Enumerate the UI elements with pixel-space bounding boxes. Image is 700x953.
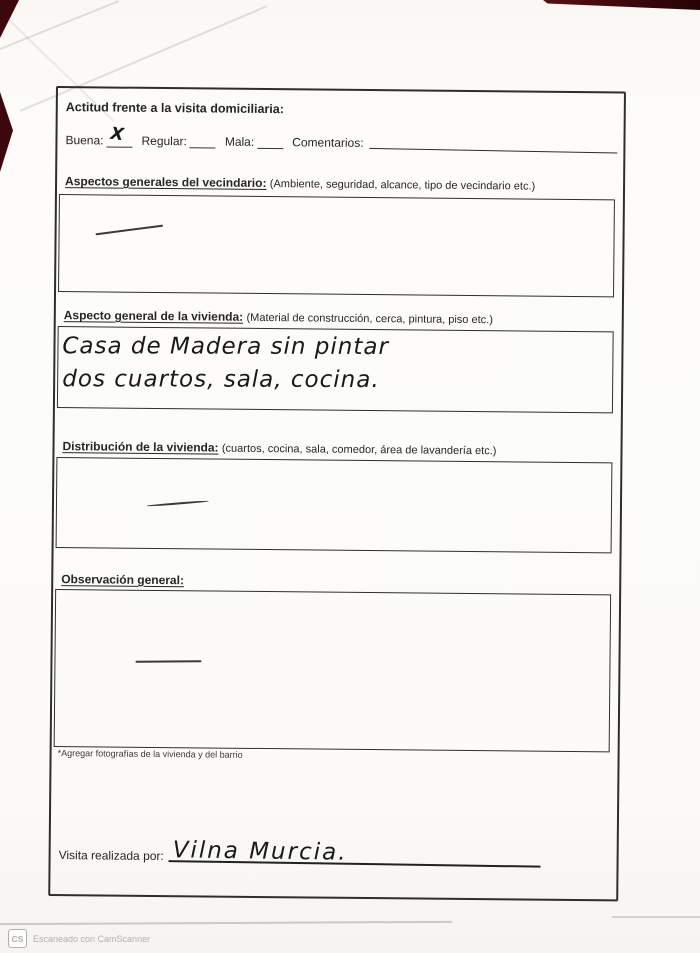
backdrop-edge-left: [0, 92, 13, 172]
option-blank-mala: [257, 134, 283, 149]
camscanner-watermark: [8, 929, 150, 948]
comments-label: Comentarios:: [292, 135, 364, 150]
section-hint: (cuartos, cocina, sala, comedor, área de lavandería etc.): [221, 442, 497, 458]
handwritten-line-2: dos cuartos, sala, cocina.: [62, 366, 380, 394]
section-label-vivienda: [64, 308, 493, 326]
section-label-distribucion: [62, 439, 496, 457]
photos-footnote: *Agregar fotografías de la vivienda y del barrio: [57, 748, 243, 760]
option-blank-buena: [106, 123, 132, 147]
section-label-bold: Aspectos generales del vecindario:: [65, 174, 267, 191]
answer-box-vivienda: [57, 326, 614, 413]
camscanner-text: Escaneado con CamScanner: [33, 933, 151, 944]
camscanner-icon: CS: [8, 929, 27, 948]
paper-edge-line: [0, 0, 119, 49]
section-label-observacion: [61, 572, 184, 587]
pen-stroke-dash: [147, 500, 209, 507]
section-title-attitude: Actitud frente a la visita domiciliaria:: [65, 100, 284, 117]
handwritten-x-mark: X: [109, 123, 125, 146]
option-label-buena: Buena:: [65, 133, 104, 148]
option-label-mala: Mala:: [224, 134, 255, 149]
handwritten-signature: Vilna Murcia.: [172, 837, 348, 866]
answer-box-distribucion: [56, 457, 613, 553]
answer-box-observacion: [54, 589, 611, 752]
home-visit-form: [48, 86, 626, 901]
section-hint: (Ambiente, seguridad, alcance, tipo de vecindario etc.): [269, 178, 536, 193]
signature-blank-line: [169, 837, 541, 868]
section-label-bold: Aspecto general de la vivienda:: [63, 308, 244, 324]
signature-label: Visita realizada por:: [58, 848, 164, 864]
section-label-bold: Distribución de la vivienda:: [62, 439, 219, 455]
pen-stroke-dash: [95, 225, 163, 236]
pen-stroke-dash: [135, 660, 201, 662]
section-hint: (Material de construcción, cerca, pintura, piso etc.): [246, 311, 493, 327]
signature-row: [58, 837, 541, 867]
option-label-regular: Regular:: [141, 133, 187, 149]
paper-shadow: [612, 916, 700, 918]
backdrop-edge-top-right: [543, 0, 700, 10]
answer-box-vecindario: [58, 194, 615, 297]
handwritten-line-1: Casa de Madera sin pintar: [62, 333, 389, 361]
option-blank-regular: [190, 133, 216, 148]
attitude-options-row: [65, 123, 617, 152]
section-label-bold: Observación general:: [61, 572, 185, 588]
comments-blank-line: [369, 134, 617, 154]
handwritten-answer: [62, 330, 389, 397]
section-label-vecindario: [65, 174, 535, 193]
paper-shadow: [0, 921, 452, 925]
